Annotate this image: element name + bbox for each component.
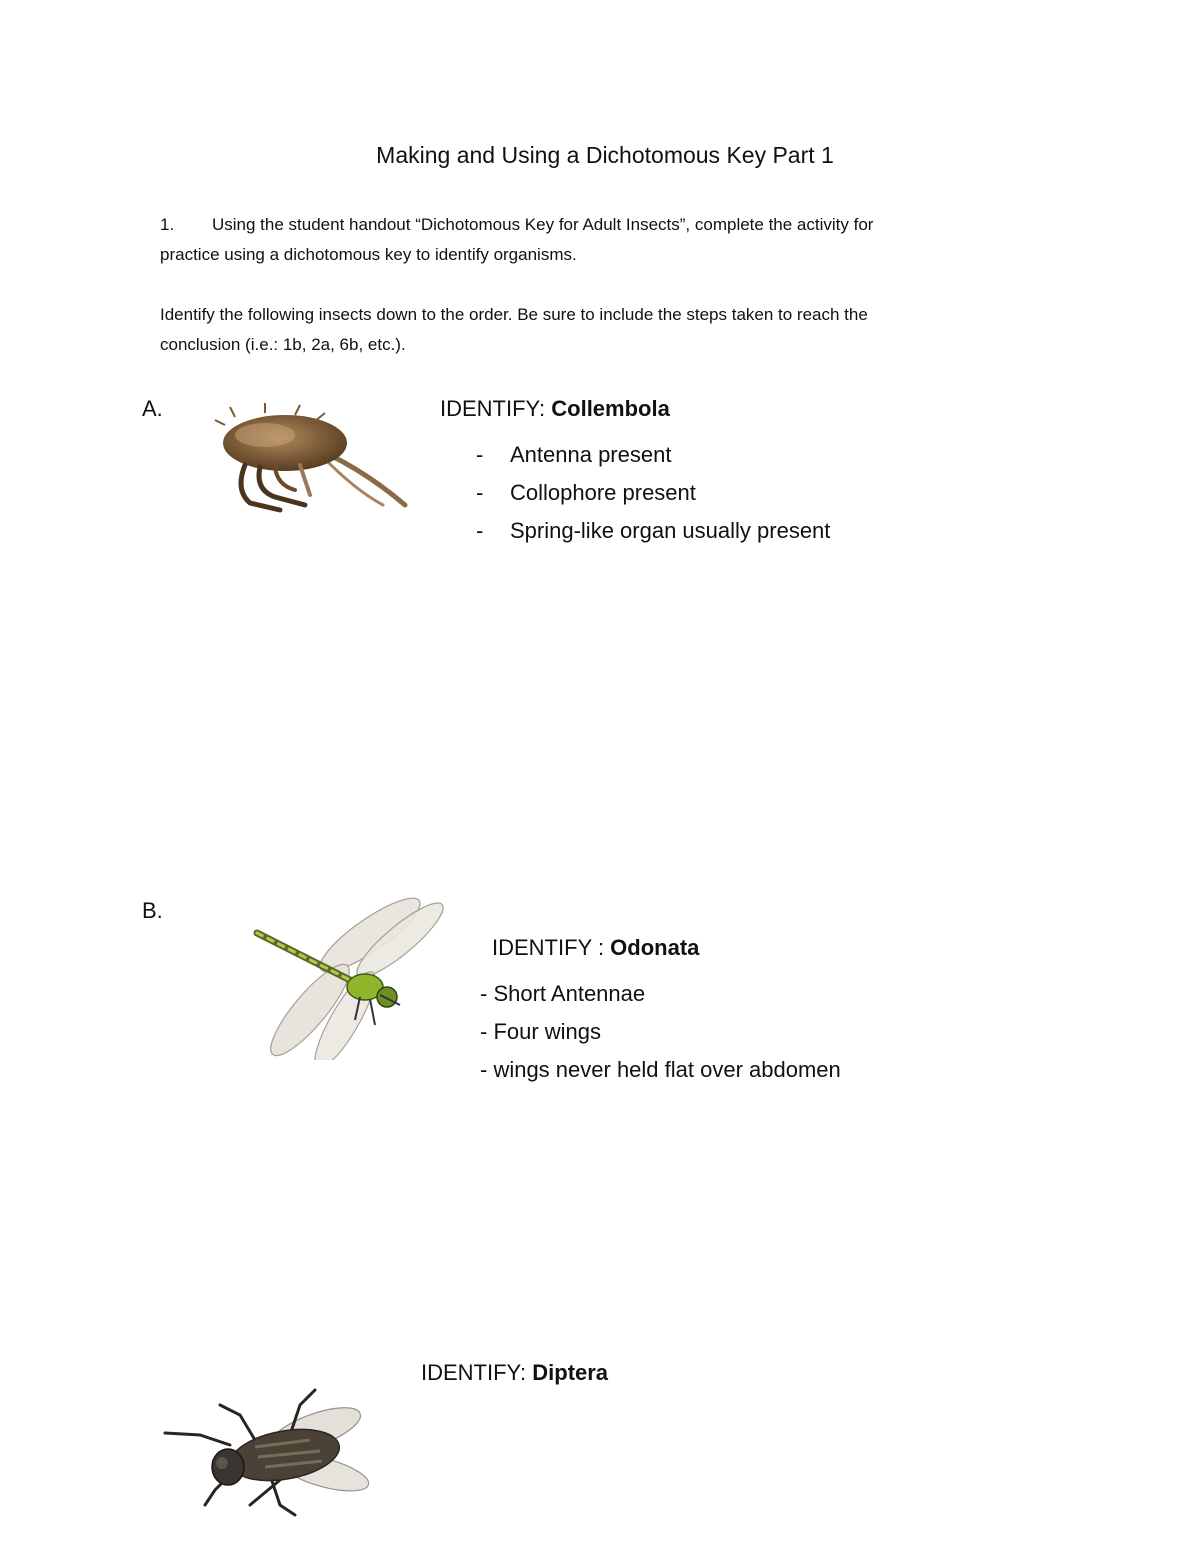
list-item: - Spring-like organ usually present <box>476 518 831 543</box>
prompt-line-1: Identify the following insects down to the order. Be sure to include the steps taken to reach the <box>160 305 868 324</box>
prompt-paragraph <box>160 300 1040 360</box>
list-item: - Collophore present <box>476 480 696 505</box>
prompt-line-2: conclusion (i.e.: 1b, 2a, 6b, etc.). <box>160 335 406 354</box>
item-a-traits <box>476 436 830 550</box>
instruction-line-2: practice using a dichotomous key to identify organisms. <box>160 245 577 264</box>
item-b-order: Odonata <box>610 935 700 960</box>
fly-image <box>160 1385 375 1525</box>
item-a-order: Collembola <box>551 396 670 421</box>
item-b-traits <box>480 975 841 1089</box>
item-a-letter: A. <box>142 396 163 421</box>
list-item: - Short Antennae <box>480 981 646 1006</box>
item-c-identify-label: IDENTIFY: <box>421 1360 533 1385</box>
list-item: - Antenna present <box>476 442 672 467</box>
item-c-identify <box>421 1360 608 1386</box>
dragonfly-image <box>235 895 455 1060</box>
item-c-order: Diptera <box>532 1360 609 1385</box>
item-b-letter: B. <box>142 898 163 923</box>
instruction-line-1: Using the student handout “Dichotomous Key for Adult Insects”, complete the activity for <box>212 215 874 234</box>
list-item: - Four wings <box>480 1019 602 1044</box>
instruction-paragraph <box>160 210 1040 270</box>
instruction-number: 1. <box>160 215 175 234</box>
item-a-identify-label: IDENTIFY: <box>440 396 552 421</box>
list-item: - wings never held flat over abdomen <box>480 1057 841 1082</box>
item-a-identify <box>440 396 670 422</box>
springtail-image <box>205 395 415 525</box>
item-b-identify <box>492 935 699 961</box>
item-b-identify-label: IDENTIFY : <box>492 935 611 960</box>
page-title: Making and Using a Dichotomous Key Part 1 <box>376 142 834 168</box>
